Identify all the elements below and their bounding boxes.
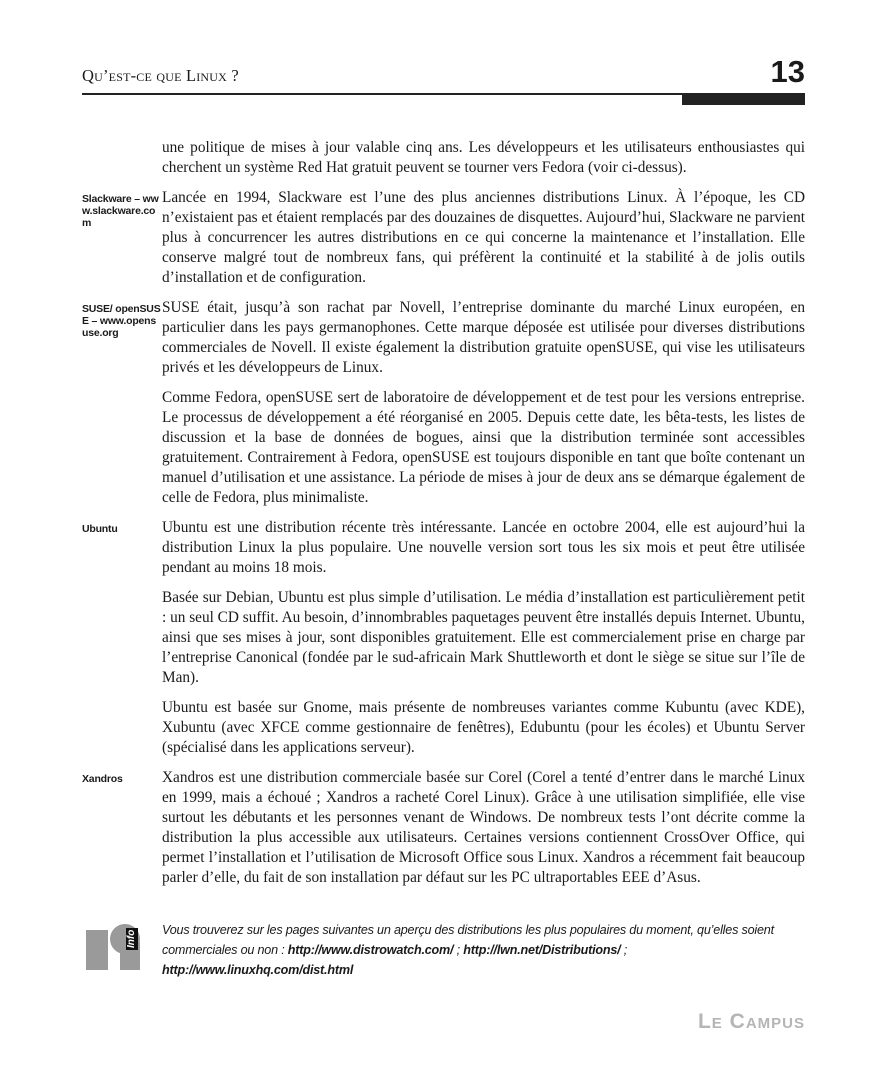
separator: ;: [620, 943, 628, 957]
info-icon: [82, 924, 148, 972]
margin-note-slackware: Slackware – www.slackware.com: [82, 193, 159, 229]
paragraph: Basée sur Debian, Ubuntu est plus simple d’utilisation. Le média d’installation est particulièrement petit : un seul CD suffit. Au besoin, d’innombrables paquetages peuvent être installés depuis Internet. Ubuntu, ainsi que ses mises à jour, sont disponibles gratuitement. Elle est commercialement prise en charge par l’entreprise Canonical (fondée par le sud-africain Mark Shuttleworth et dont le siège se situe sur l’île de Man).: [162, 589, 805, 686]
info-icon-label: Info: [126, 929, 137, 948]
info-text-intro: Vous trouverez sur les pages suivantes un aperçu des distributions les plus populaires du moment, qu’elles soient commerciales ou non :: [162, 923, 774, 957]
paragraph: Comme Fedora, openSUSE sert de laboratoire de développement et de test pour les versions entreprise. Le processus de développement a été réorganisé en 2005. Depuis cette date, les bêta-tests, les listes de discussion et la base de données de bogues, ainsi que la distribution terminée sont accessibles gratuitement. Contrairement à Fedora, openSUSE est toujours disponible en tant que boîte contenant un manuel d’utilisation et une assistance. La période de mises à jour de deux ans se démarque également de celle de Fedora, plus minimaliste.: [162, 389, 805, 506]
publisher-logo: Le Campus: [697, 1010, 805, 1033]
header-bar: [682, 95, 805, 105]
paragraph: Ubuntu est une distribution récente très intéressante. Lancée en octobre 2004, elle est aujourd’hui la distribution Linux la plus populaire. Une nouvelle version sort tous les six mois et peut être utilisée pendant au moins 18 mois.: [162, 519, 805, 576]
body-content: [82, 138, 805, 898]
info-box: [82, 920, 805, 980]
separator: ;: [453, 943, 464, 957]
section-xandros: [82, 768, 805, 898]
link-linuxhq[interactable]: http://www.linuxhq.com/dist.html: [162, 963, 354, 977]
page-number: 13: [770, 54, 805, 89]
margin-note-xandros: Xandros: [82, 773, 123, 785]
margin-note: [82, 138, 162, 188]
section-ubuntu: [82, 518, 805, 768]
margin-note-suse: SUSE/ openSUSE – www.opensuse.org: [82, 303, 161, 339]
paragraph: une politique de mises à jour valable cinq ans. Les développeurs et les utilisateurs enthousiastes qui cherchent un système Red Hat gratuit peuvent se tourner vers Fedora (voir ci-dessus).: [162, 139, 805, 176]
section-slackware: [82, 188, 805, 298]
paragraph: Ubuntu est basée sur Gnome, mais présente de nombreuses variantes comme Kubuntu (avec KDE), Xubuntu (avec XFCE comme gestionnaire de fenêtres), Edubuntu (pour les écoles) et Ubuntu Server (spécialisé dans les applications serveur).: [162, 699, 805, 756]
paragraph: Lancée en 1994, Slackware est l’une des plus anciennes distributions Linux. À l’époque, les CD n’existaient pas et étaient remplacés par des douzaines de disquettes. Aujourd’hui, Slackware ne parvient plus à concurrencer les autres distributions en ce qui concerne la maintenance et l’installation. Elle conserve malgré tout de nombreux fans, qui préfèrent la continuité et la stabilité à de jolis outils d’installation et de configuration.: [162, 189, 805, 286]
margin-note-ubuntu: Ubuntu: [82, 523, 118, 535]
link-distrowatch[interactable]: http://www.distrowatch.com/: [287, 943, 454, 957]
link-lwn[interactable]: http://lwn.net/Distributions/: [463, 943, 621, 957]
section-suse: [82, 298, 805, 518]
section-redhat-continued: [82, 138, 805, 188]
info-text: [162, 920, 805, 980]
running-header-title: Qu’est-ce que Linux ?: [82, 66, 239, 85]
paragraph: Xandros est une distribution commerciale basée sur Corel (Corel a tenté d’entrer dans le marché Linux en 1999, mais a échoué ; Xandros a racheté Corel Linux). Grâce à une utilisation simplifiée, elle vise surtout les débutants et les personnes venant de Windows. De nombreux tests l’ont décrite comme la distribution la plus accessible aux utilisateurs. Certaines versions contiennent CrossOver Office, qui permet l’installation et l’utilisation de Microsoft Office sous Linux. Xandros a récemment fait beaucoup parler d’elle, du fait de son installation par défaut sur les PC ultraportables EEE d’Asus.: [162, 769, 805, 886]
paragraph: SUSE était, jusqu’à son rachat par Novell, l’entreprise dominante du marché Linux européen, en particulier dans les pays germanophones. Cette marque déposée est utilisée pour diverses distributions commerciales de Novell. Il existe également la distribution gratuite openSUSE, qui vise les utilisateurs privés et les développeurs de Linux.: [162, 299, 805, 376]
